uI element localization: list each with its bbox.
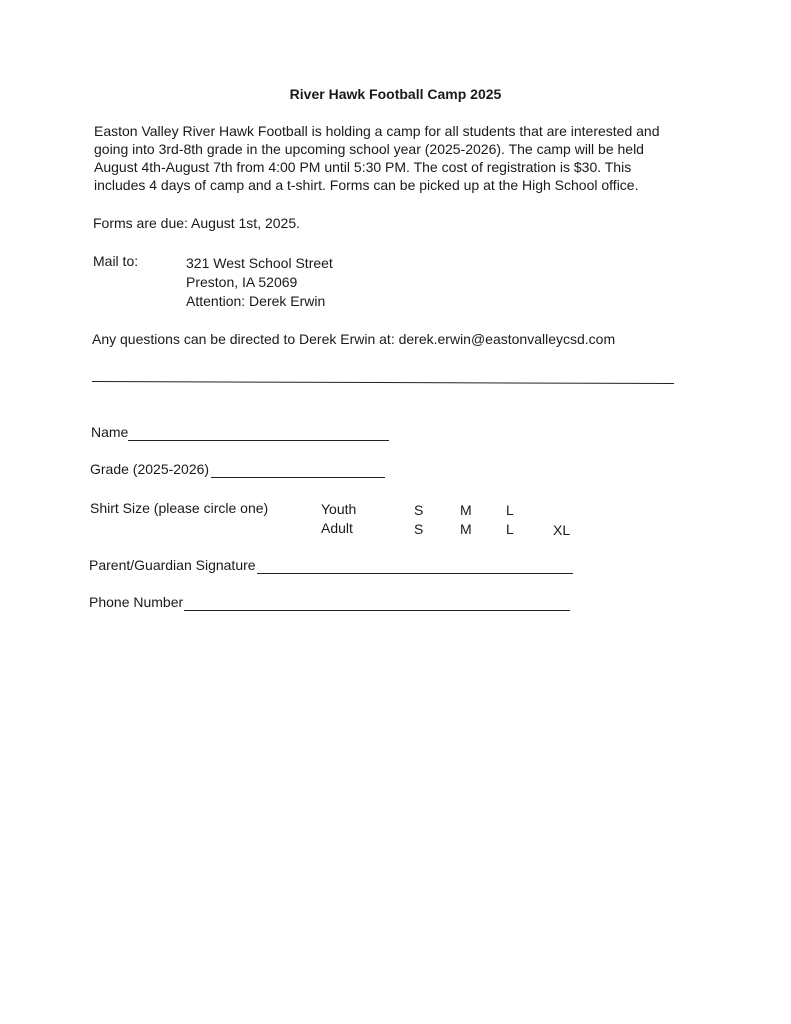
intro-line: going into 3rd-8th grade in the upcoming school year (2025-2026). The camp will be held <box>94 141 644 157</box>
name-label: Name <box>91 424 129 440</box>
address-street: 321 West School Street <box>186 255 333 271</box>
form-title: River Hawk Football Camp 2025 <box>289 86 502 102</box>
youth-size-l[interactable]: L <box>506 502 514 518</box>
shirt-size-label: Shirt Size (please circle one) <box>90 500 269 516</box>
intro-line: August 4th-August 7th from 4:00 PM until 5:30 PM. The cost of registration is $30. This <box>94 159 632 175</box>
address-city: Preston, IA 52069 <box>186 274 298 290</box>
mail-to-label: Mail to: <box>93 253 139 269</box>
youth-size-m[interactable]: M <box>460 502 472 518</box>
intro-line: Easton Valley River Hawk Football is holding a camp for all students that are interested and <box>94 123 660 139</box>
phone-blank-line[interactable] <box>184 610 570 611</box>
name-blank-line[interactable] <box>128 440 389 441</box>
section-divider <box>92 381 674 384</box>
youth-size-label: Youth <box>321 501 357 517</box>
adult-size-s[interactable]: S <box>414 521 424 537</box>
questions-contact-text: Any questions can be directed to Derek Erwin at: derek.erwin@eastonvalleycsd.com <box>92 331 616 347</box>
adult-size-label: Adult <box>321 520 353 536</box>
address-attention: Attention: Derek Erwin <box>186 293 326 309</box>
grade-label: Grade (2025-2026) <box>90 461 210 477</box>
intro-line: includes 4 days of camp and a t-shirt. Forms can be picked up at the High School office. <box>94 177 639 193</box>
grade-blank-line[interactable] <box>211 477 385 478</box>
mailing-address <box>186 254 333 311</box>
signature-blank-line[interactable] <box>257 573 573 574</box>
due-date-text: Forms are due: August 1st, 2025. <box>93 215 301 231</box>
intro-paragraph <box>94 122 684 194</box>
adult-size-xl[interactable]: XL <box>553 522 571 538</box>
signature-label: Parent/Guardian Signature <box>89 557 256 573</box>
adult-size-l[interactable]: L <box>506 521 514 537</box>
youth-size-s[interactable]: S <box>414 502 424 518</box>
phone-label: Phone Number <box>89 594 184 610</box>
adult-size-m[interactable]: M <box>460 521 472 537</box>
